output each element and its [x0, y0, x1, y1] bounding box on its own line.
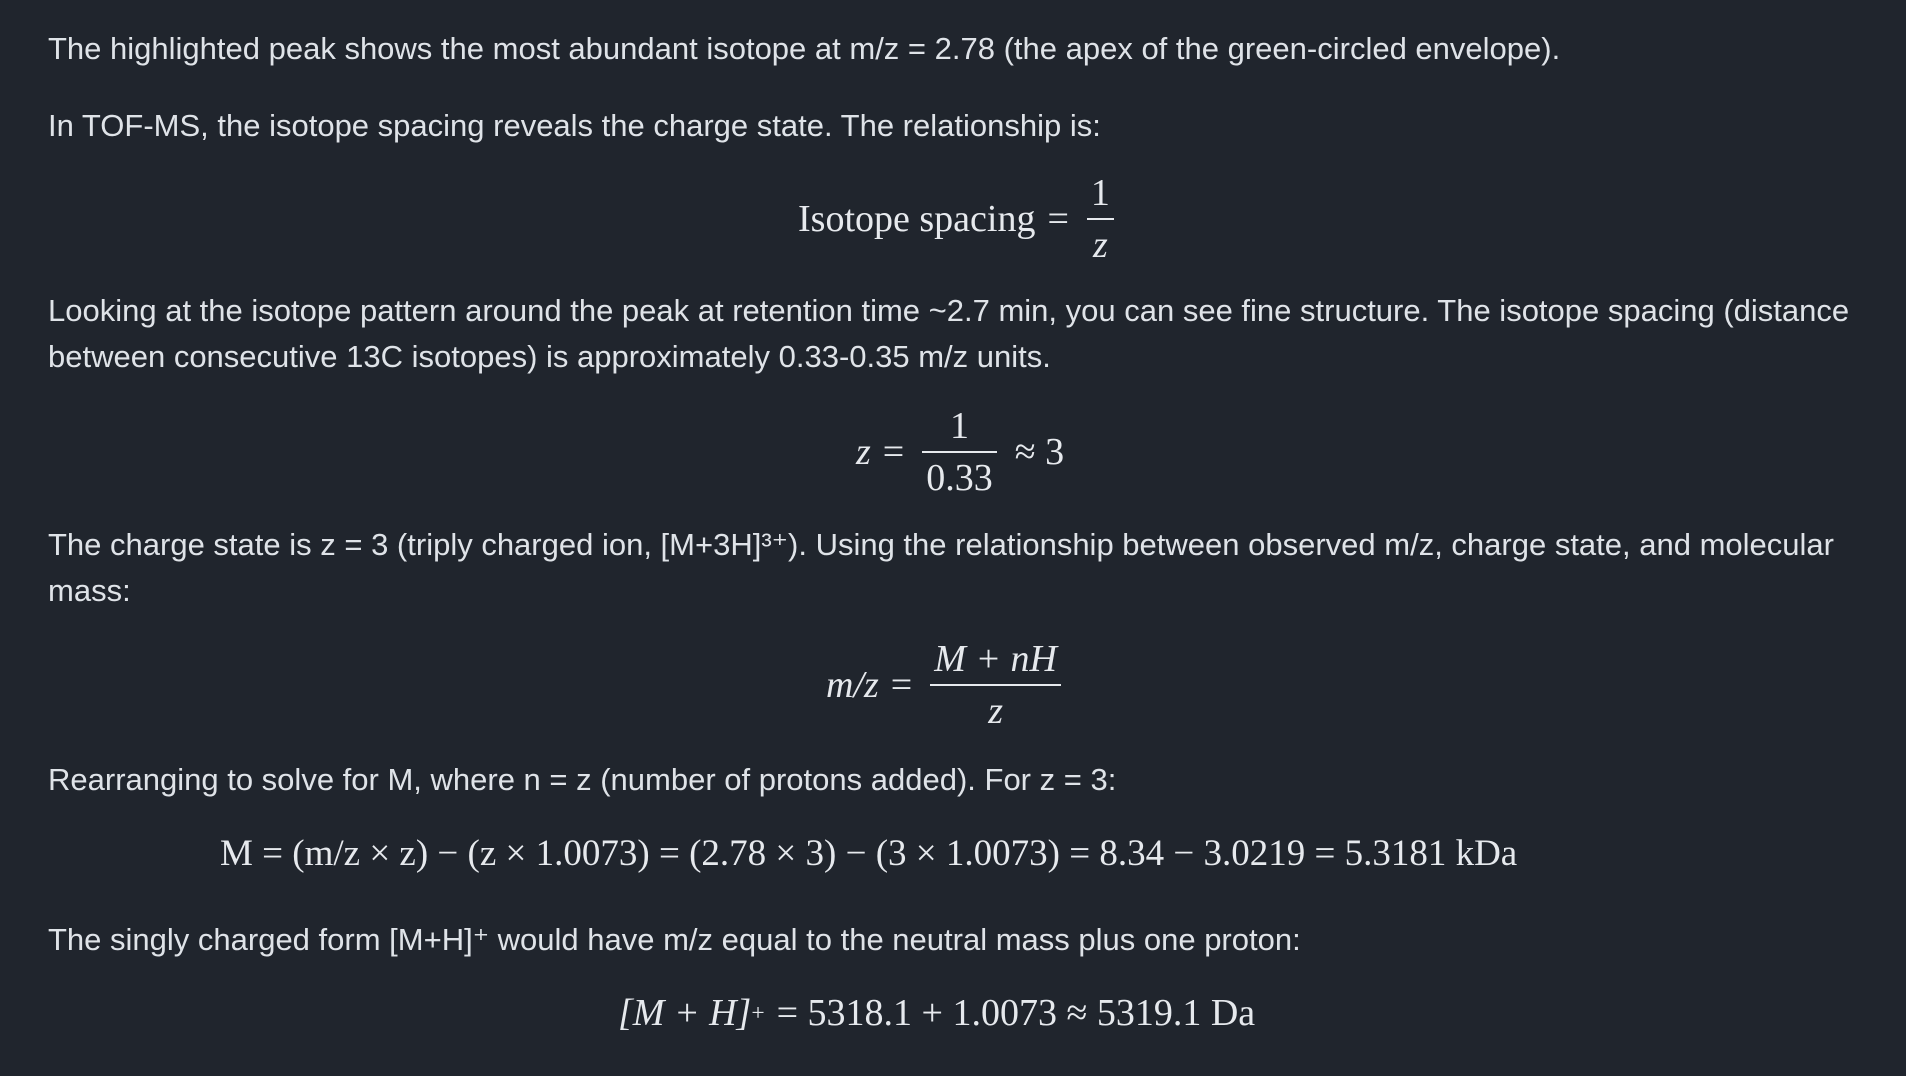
equation-mz-relationship [826, 636, 1067, 734]
eq4-text: M = (m/z × z) − (z × 1.0073) = (2.78 × 3) − (3 × 1.0073) = 8.34 − 3.0219 = 5.3181 kDa [220, 833, 1518, 874]
eq3-fraction-bar [930, 684, 1061, 686]
eq1-numerator: 1 [1090, 172, 1110, 214]
equation-charge-state [856, 403, 1076, 501]
paragraph-singly-charged: The singly charged form [M+H]⁺ would have m/z equal to the neutral mass plus one proton: [48, 922, 1301, 957]
paragraph-fine-structure: Looking at the isotope pattern around the peak at retention time ~2.7 min, you can see fine structure. The isotope spacing (distance between consecutive 13C isotopes) is approximately 0.33-0.35 m/z units. [48, 293, 1850, 374]
eq2-fraction-bar [922, 451, 997, 453]
paragraph-charge-state: The charge state is z = 3 (triply charged ion, [M+3H]³⁺). Using the relationship between observed m/z, charge state, and molecular mass: [48, 527, 1834, 608]
eq3-fraction [930, 636, 1061, 734]
eq5-superscript: + [751, 999, 765, 1026]
eq1-lhs: Isotope spacing [798, 198, 1036, 240]
eq2-equals: = [882, 431, 905, 473]
eq2-fraction [922, 403, 997, 501]
equation-isotope-spacing [798, 170, 1120, 268]
eq3-numerator: M + nH [934, 638, 1057, 680]
paragraph-peak: The highlighted peak shows the most abundant isotope at m/z = 2.78 (the apex of the green-circled envelope). [48, 31, 1561, 66]
eq3-equals: = [890, 664, 913, 706]
eq5-base: [M + H] [618, 992, 752, 1034]
paragraph-rearranging: Rearranging to solve for M, where n = z (number of protons added). For z = 3: [48, 762, 1117, 797]
eq2-denominator: 0.33 [926, 457, 993, 499]
eq1-fraction-bar [1087, 218, 1114, 220]
eq3-denominator: z [988, 690, 1003, 732]
eq1-denominator: z [1092, 224, 1108, 266]
eq2-lhs: z [856, 431, 871, 473]
paragraph-isotope-spacing-intro: In TOF-MS, the isotope spacing reveals the charge state. The relationship is: [48, 108, 1101, 143]
eq1-fraction [1087, 170, 1114, 268]
eq5-rhs: = 5318.1 + 1.0073 ≈ 5319.1 Da [776, 992, 1256, 1034]
equation-mass-calculation [220, 832, 1517, 875]
eq3-lhs: m/z [826, 664, 879, 706]
eq2-numerator: 1 [949, 405, 969, 447]
eq1-equals: = [1047, 198, 1069, 240]
eq2-rhs: ≈ 3 [1014, 431, 1065, 473]
equation-singly-charged [618, 991, 1267, 1035]
